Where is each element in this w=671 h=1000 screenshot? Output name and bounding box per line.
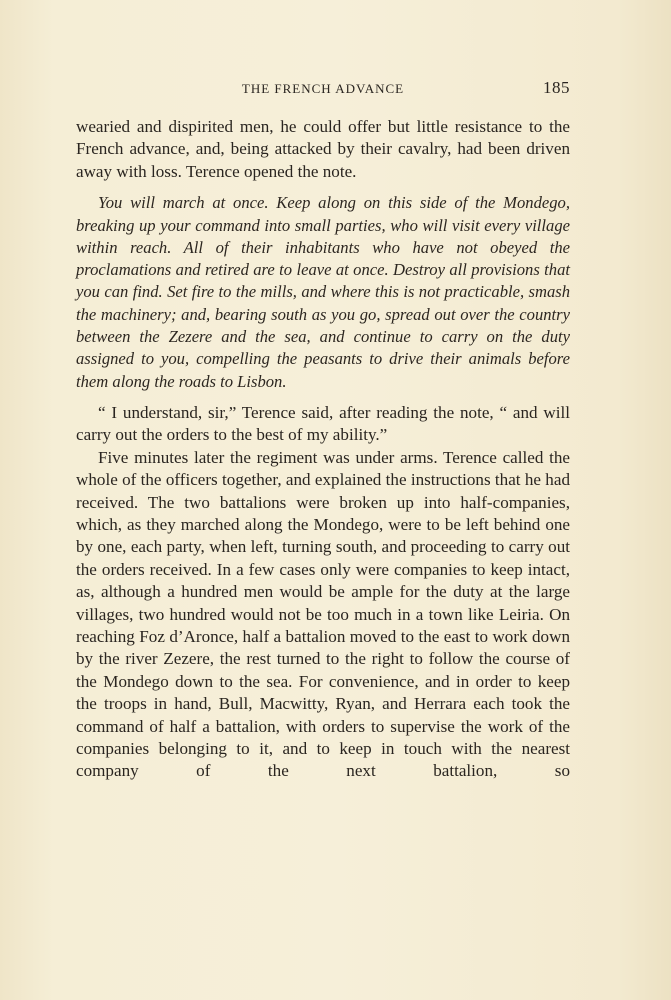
running-head bbox=[76, 78, 570, 100]
paragraph-orders: Five minutes later the regiment was under arms. Terence called the whole of the officers together, and explained the instructions that he had received. The two battalions were broken up into half-companies, which, as they marched along the Mondego, were to be left behind one by one, each party, when left, turning south, and proceeding to carry out the orders received. In a few cases only were companies to keep intact, as, although a hundred men would be ample for the duty at the large villages, two hundred would not be too much in a town like Leiria. On reaching Foz d’Aronce, half a battalion moved to the east to work down by the river Zezere, the rest turned to the right to follow the course of the Mondego down to the sea. For convenience, and in order to keep the troops in hand, Bull, Macwitty, Ryan, and Herrara each took the command of half a battalion, with orders to supervise the work of the companies belonging to it, and to keep in touch with the nearest company of the next battalion, so bbox=[76, 447, 570, 781]
running-title: THE FRENCH ADVANCE bbox=[241, 81, 405, 96]
page-number: 185 bbox=[543, 78, 570, 97]
note-text: You will march at once. Keep along on this side of the Mondego, breaking up your command into small parties, who will visit every village within reach. All of their inhabitants who have not obeyed the proclamations and retired are to leave at once. Destroy all provisions that you can find. Set fire to the mills, and where this is not practicable, smash the machinery; and, bearing south as you go, spread out over the country between the Zezere and the sea, and continue to carry on the duty assigned to you, compelling the peasants to drive their animals before them along the roads to Lisbon. bbox=[76, 193, 570, 391]
paragraph-reply: “ I understand, sir,” Terence said, after reading the note, “ and will carry out the orders to the best of my ability.” bbox=[76, 402, 570, 445]
body-text bbox=[76, 116, 570, 783]
paragraph-continuation: wearied and dispirited men, he could offer but little resistance to the French advance, and, being attacked by their cavalry, had been driven away with loss. Terence opened the note. bbox=[76, 117, 570, 181]
